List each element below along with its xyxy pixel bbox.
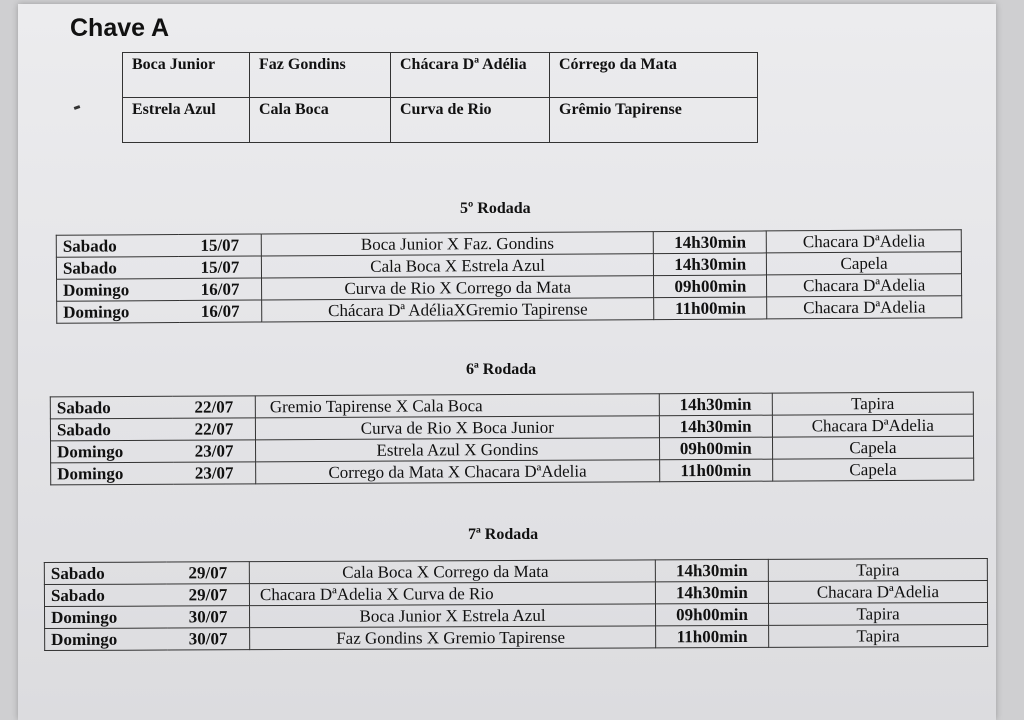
time-cell: 14h30min bbox=[655, 581, 768, 603]
day-cell: Domingo bbox=[51, 462, 174, 485]
match-cell: Estrela Azul X Gondins bbox=[256, 438, 660, 462]
time-cell: 14h30min bbox=[659, 393, 772, 416]
match-cell: Curva de Rio X Boca Junior bbox=[255, 416, 659, 440]
group-row bbox=[123, 98, 758, 143]
time-cell: 11h00min bbox=[659, 459, 772, 482]
team-cell: Boca Junior bbox=[123, 53, 250, 98]
match-cell: Cala Boca X Corrego da Mata bbox=[249, 560, 655, 584]
day-cell: Domingo bbox=[51, 440, 174, 463]
group-table bbox=[122, 52, 758, 143]
date-cell: 16/07 bbox=[179, 300, 262, 323]
time-cell: 09h00min bbox=[659, 437, 772, 460]
day-cell: Sabado bbox=[50, 418, 173, 441]
match-cell: Curva de Rio X Corrego da Mata bbox=[262, 276, 654, 300]
day-cell: Domingo bbox=[57, 279, 180, 302]
round-table bbox=[56, 229, 963, 324]
time-cell: 09h00min bbox=[655, 603, 768, 625]
round-table bbox=[50, 392, 974, 486]
time-cell: 11h00min bbox=[654, 297, 767, 320]
match-cell: Faz Gondins X Gremio Tapirense bbox=[250, 626, 656, 650]
team-cell: Estrela Azul bbox=[123, 98, 250, 143]
match-cell: Boca Junior X Estrela Azul bbox=[250, 604, 656, 628]
match-cell: Gremio Tapirense X Cala Boca bbox=[255, 394, 659, 418]
team-cell: Chácara Dª Adélia bbox=[391, 53, 550, 98]
time-cell: 11h00min bbox=[656, 625, 769, 647]
team-cell: Cala Boca bbox=[250, 98, 391, 143]
time-cell: 14h30min bbox=[654, 253, 767, 276]
date-cell: 23/07 bbox=[173, 440, 256, 462]
page-title: Chave A bbox=[70, 14, 170, 42]
place-cell: Tapira bbox=[772, 392, 973, 415]
team-cell: Grêmio Tapirense bbox=[550, 98, 758, 143]
day-cell: Domingo bbox=[57, 301, 180, 324]
day-cell: Sabado bbox=[56, 257, 179, 280]
day-cell: Domingo bbox=[45, 606, 168, 629]
match-cell: Chacara DªAdelia X Curva de Rio bbox=[249, 582, 655, 606]
place-cell: Capela bbox=[767, 252, 962, 275]
table-row bbox=[45, 624, 988, 650]
day-cell: Sabado bbox=[56, 235, 179, 258]
team-cell: Curva de Rio bbox=[391, 98, 550, 143]
place-cell: Chacara DªAdelia bbox=[768, 580, 987, 603]
match-cell: Cala Boca X Estrela Azul bbox=[261, 254, 653, 278]
day-cell: Sabado bbox=[44, 562, 167, 585]
date-cell: 16/07 bbox=[179, 278, 262, 301]
place-cell: Chacara DªAdelia bbox=[767, 296, 962, 319]
date-cell: 22/07 bbox=[173, 396, 256, 418]
match-cell: Chácara Dª AdéliaXGremio Tapirense bbox=[262, 298, 654, 322]
date-cell: 15/07 bbox=[179, 234, 262, 257]
round-title: 7ª Rodada bbox=[468, 526, 539, 543]
place-cell: Tapira bbox=[768, 558, 987, 581]
place-cell: Chacara DªAdelia bbox=[767, 230, 962, 253]
time-cell: 14h30min bbox=[655, 559, 768, 581]
date-cell: 22/07 bbox=[173, 418, 256, 440]
team-cell: Faz Gondins bbox=[250, 53, 391, 98]
match-cell: Boca Junior X Faz. Gondins bbox=[261, 232, 653, 256]
place-cell: Chacara DªAdelia bbox=[767, 274, 962, 297]
date-cell: 29/07 bbox=[167, 562, 250, 584]
place-cell: Capela bbox=[772, 436, 973, 459]
day-cell: Sabado bbox=[50, 396, 173, 419]
time-cell: 14h30min bbox=[654, 231, 767, 254]
date-cell: 15/07 bbox=[179, 256, 262, 279]
date-cell: 23/07 bbox=[173, 462, 256, 484]
day-cell: Domingo bbox=[45, 628, 168, 651]
match-cell: Corrego da Mata X Chacara DªAdelia bbox=[256, 460, 660, 484]
round-title: 5º Rodada bbox=[460, 200, 531, 217]
day-cell: Sabado bbox=[44, 584, 167, 607]
place-cell: Tapira bbox=[768, 602, 987, 625]
group-row bbox=[123, 53, 758, 98]
place-cell: Chacara DªAdelia bbox=[772, 414, 973, 437]
date-cell: 29/07 bbox=[167, 584, 250, 606]
place-cell: Capela bbox=[772, 458, 973, 481]
date-cell: 30/07 bbox=[167, 606, 250, 628]
date-cell: 30/07 bbox=[167, 628, 250, 650]
time-cell: 09h00min bbox=[654, 275, 767, 298]
round-title: 6ª Rodada bbox=[466, 361, 537, 378]
time-cell: 14h30min bbox=[659, 415, 772, 438]
team-cell: Córrego da Mata bbox=[550, 53, 758, 98]
table-row bbox=[51, 458, 974, 485]
round-table bbox=[44, 558, 988, 651]
place-cell: Tapira bbox=[769, 624, 988, 647]
